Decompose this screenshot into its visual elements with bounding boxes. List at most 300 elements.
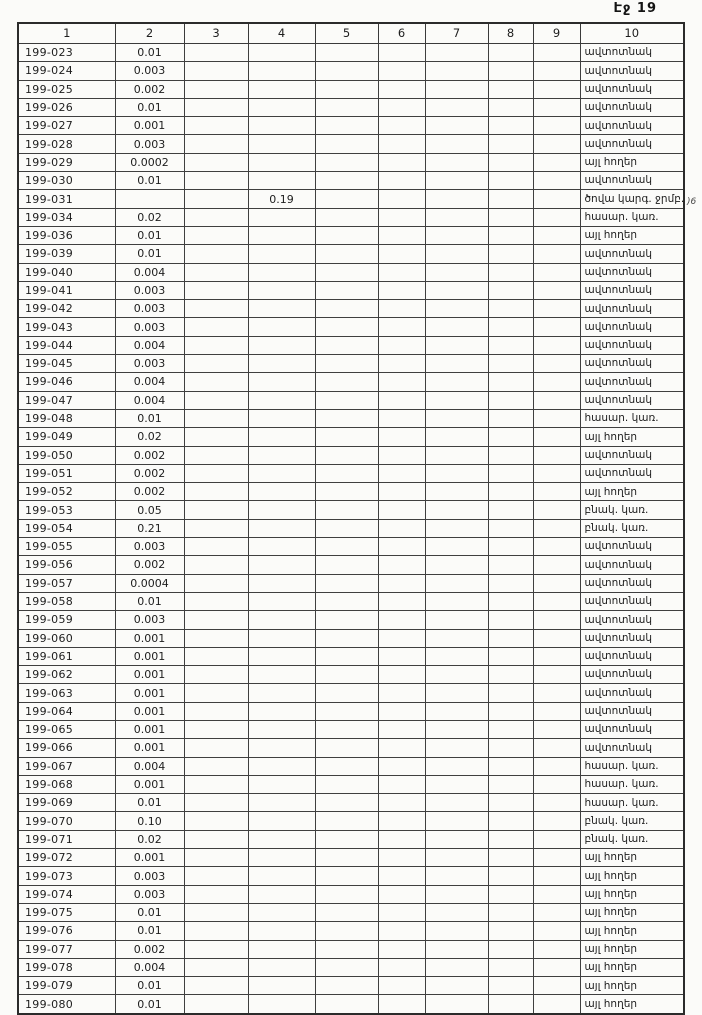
- table-row: [18, 666, 684, 684]
- table-row: [18, 373, 684, 391]
- empty-cell: [488, 592, 533, 610]
- empty-cell: [425, 62, 488, 80]
- area-value-cell: 0.001: [115, 849, 184, 867]
- empty-cell: [184, 849, 248, 867]
- area-value-cell: [248, 391, 315, 409]
- table-row: [18, 483, 684, 501]
- empty-cell: [488, 373, 533, 391]
- empty-cell: [184, 373, 248, 391]
- empty-cell: [425, 812, 488, 830]
- empty-cell: [184, 428, 248, 446]
- empty-cell: [184, 885, 248, 903]
- empty-cell: [315, 44, 378, 62]
- area-value-cell: 0.003: [115, 62, 184, 80]
- parcel-code-cell: 199-040: [18, 263, 115, 281]
- parcel-code-cell: 199-031: [18, 190, 115, 208]
- empty-cell: [533, 428, 580, 446]
- empty-cell: [488, 720, 533, 738]
- empty-cell: [533, 263, 580, 281]
- empty-cell: [533, 903, 580, 921]
- empty-cell: [533, 153, 580, 171]
- empty-cell: [315, 995, 378, 1014]
- empty-cell: [425, 80, 488, 98]
- empty-cell: [425, 574, 488, 592]
- empty-cell: [378, 153, 425, 171]
- empty-cell: [425, 794, 488, 812]
- empty-cell: [184, 556, 248, 574]
- area-value-cell: 0.004: [115, 263, 184, 281]
- land-use-cell: այլ հողեր: [580, 903, 684, 921]
- area-value-cell: [248, 867, 315, 885]
- parcel-code-cell: 199-036: [18, 226, 115, 244]
- empty-cell: [425, 153, 488, 171]
- empty-cell: [315, 739, 378, 757]
- empty-cell: [378, 592, 425, 610]
- empty-cell: [533, 977, 580, 995]
- empty-cell: [425, 281, 488, 299]
- table-row: [18, 885, 684, 903]
- empty-cell: [378, 794, 425, 812]
- empty-cell: [488, 995, 533, 1014]
- empty-cell: [315, 446, 378, 464]
- empty-cell: [184, 647, 248, 665]
- empty-cell: [184, 538, 248, 556]
- table-row: [18, 226, 684, 244]
- table-row: [18, 172, 684, 190]
- empty-cell: [425, 849, 488, 867]
- area-value-cell: [115, 190, 184, 208]
- empty-cell: [378, 538, 425, 556]
- column-header-5: 5: [315, 23, 378, 44]
- area-value-cell: [248, 135, 315, 153]
- empty-cell: [488, 483, 533, 501]
- table-row: [18, 501, 684, 519]
- empty-cell: [378, 135, 425, 153]
- area-value-cell: [248, 428, 315, 446]
- empty-cell: [184, 483, 248, 501]
- empty-cell: [533, 611, 580, 629]
- table-row: [18, 720, 684, 738]
- empty-cell: [378, 208, 425, 226]
- empty-cell: [315, 538, 378, 556]
- empty-cell: [378, 995, 425, 1014]
- table-row: [18, 519, 684, 537]
- parcel-code-cell: 199-024: [18, 62, 115, 80]
- parcel-code-cell: 199-051: [18, 464, 115, 482]
- empty-cell: [315, 812, 378, 830]
- empty-cell: [184, 446, 248, 464]
- empty-cell: [184, 117, 248, 135]
- empty-cell: [378, 757, 425, 775]
- empty-cell: [184, 226, 248, 244]
- land-use-cell: այլ հողեր: [580, 922, 684, 940]
- table-row: [18, 135, 684, 153]
- table-row: [18, 153, 684, 171]
- empty-cell: [378, 336, 425, 354]
- empty-cell: [533, 208, 580, 226]
- area-value-cell: [248, 977, 315, 995]
- table-row: [18, 355, 684, 373]
- empty-cell: [378, 611, 425, 629]
- empty-cell: [425, 720, 488, 738]
- empty-cell: [533, 757, 580, 775]
- empty-cell: [425, 739, 488, 757]
- empty-cell: [533, 80, 580, 98]
- table-row: [18, 757, 684, 775]
- empty-cell: [425, 885, 488, 903]
- area-value-cell: [248, 80, 315, 98]
- land-use-cell: ավտոտնակ: [580, 446, 684, 464]
- parcel-code-cell: 199-057: [18, 574, 115, 592]
- table-row: [18, 62, 684, 80]
- empty-cell: [425, 867, 488, 885]
- area-value-cell: [248, 574, 315, 592]
- empty-cell: [488, 336, 533, 354]
- empty-cell: [425, 190, 488, 208]
- parcel-code-cell: 199-072: [18, 849, 115, 867]
- empty-cell: [378, 464, 425, 482]
- empty-cell: [315, 98, 378, 116]
- empty-cell: [533, 739, 580, 757]
- table-row: [18, 117, 684, 135]
- empty-cell: [488, 629, 533, 647]
- land-use-cell: ավտոտնակ: [580, 117, 684, 135]
- area-value-cell: 0.003: [115, 135, 184, 153]
- empty-cell: [533, 995, 580, 1014]
- empty-cell: [184, 867, 248, 885]
- empty-cell: [425, 135, 488, 153]
- empty-cell: [184, 263, 248, 281]
- area-value-cell: [248, 922, 315, 940]
- empty-cell: [378, 940, 425, 958]
- table-row: [18, 190, 684, 208]
- empty-cell: [425, 44, 488, 62]
- area-value-cell: [248, 995, 315, 1014]
- empty-cell: [378, 922, 425, 940]
- parcel-code-cell: 199-062: [18, 666, 115, 684]
- empty-cell: [378, 355, 425, 373]
- empty-cell: [488, 44, 533, 62]
- area-value-cell: [248, 519, 315, 537]
- empty-cell: [184, 98, 248, 116]
- empty-cell: [184, 775, 248, 793]
- empty-cell: [425, 391, 488, 409]
- area-value-cell: 0.003: [115, 300, 184, 318]
- empty-cell: [488, 190, 533, 208]
- land-use-cell: ավտոտնակ: [580, 666, 684, 684]
- area-value-cell: 0.01: [115, 903, 184, 921]
- empty-cell: [184, 44, 248, 62]
- area-value-cell: 0.21: [115, 519, 184, 537]
- empty-cell: [425, 98, 488, 116]
- table-row: [18, 538, 684, 556]
- page-number-label: Էջ 19: [613, 1, 657, 16]
- empty-cell: [425, 355, 488, 373]
- empty-cell: [184, 519, 248, 537]
- table-row: [18, 903, 684, 921]
- empty-cell: [425, 702, 488, 720]
- empty-cell: [378, 98, 425, 116]
- area-value-cell: [248, 62, 315, 80]
- empty-cell: [378, 977, 425, 995]
- empty-cell: [533, 867, 580, 885]
- empty-cell: [315, 336, 378, 354]
- area-value-cell: [248, 647, 315, 665]
- area-value-cell: [248, 702, 315, 720]
- empty-cell: [315, 556, 378, 574]
- table-row: [18, 208, 684, 226]
- empty-cell: [488, 208, 533, 226]
- column-header-9: 9: [533, 23, 580, 44]
- parcel-code-cell: 199-043: [18, 318, 115, 336]
- empty-cell: [425, 958, 488, 976]
- empty-cell: [533, 501, 580, 519]
- empty-cell: [425, 483, 488, 501]
- empty-cell: [425, 263, 488, 281]
- empty-cell: [315, 355, 378, 373]
- empty-cell: [425, 464, 488, 482]
- land-use-cell: ավտոտնակ: [580, 80, 684, 98]
- empty-cell: [315, 300, 378, 318]
- land-use-cell: այլ հողեր: [580, 958, 684, 976]
- land-use-cell: բնակ. կառ.: [580, 830, 684, 848]
- empty-cell: [533, 409, 580, 427]
- area-value-cell: 0.003: [115, 281, 184, 299]
- land-use-cell: ավտոտնակ: [580, 281, 684, 299]
- area-value-cell: 0.003: [115, 885, 184, 903]
- empty-cell: [488, 958, 533, 976]
- empty-cell: [425, 245, 488, 263]
- empty-cell: [425, 592, 488, 610]
- table-row: [18, 830, 684, 848]
- empty-cell: [315, 226, 378, 244]
- table-row: [18, 684, 684, 702]
- empty-cell: [488, 867, 533, 885]
- land-use-cell: ավտոտնակ: [580, 135, 684, 153]
- area-value-cell: [248, 98, 315, 116]
- empty-cell: [488, 519, 533, 537]
- area-value-cell: 0.003: [115, 867, 184, 885]
- area-value-cell: [248, 501, 315, 519]
- area-value-cell: 0.01: [115, 172, 184, 190]
- area-value-cell: 0.004: [115, 757, 184, 775]
- column-header-3: 3: [184, 23, 248, 44]
- column-header-1: 1: [18, 23, 115, 44]
- empty-cell: [378, 501, 425, 519]
- empty-cell: [425, 556, 488, 574]
- empty-cell: [533, 684, 580, 702]
- area-value-cell: 0.19: [248, 190, 315, 208]
- land-use-cell: ավտոտնակ: [580, 702, 684, 720]
- parcel-code-cell: 199-045: [18, 355, 115, 373]
- area-value-cell: [248, 556, 315, 574]
- empty-cell: [488, 830, 533, 848]
- land-use-cell: ծովա կարգ. ջրմբ.: [580, 190, 684, 208]
- empty-cell: [315, 684, 378, 702]
- area-value-cell: 0.0004: [115, 574, 184, 592]
- empty-cell: [533, 922, 580, 940]
- empty-cell: [533, 245, 580, 263]
- empty-cell: [533, 629, 580, 647]
- empty-cell: [533, 647, 580, 665]
- empty-cell: [378, 574, 425, 592]
- parcel-code-cell: 199-025: [18, 80, 115, 98]
- empty-cell: [533, 190, 580, 208]
- parcel-code-cell: 199-060: [18, 629, 115, 647]
- empty-cell: [425, 629, 488, 647]
- land-use-cell: ավտոտնակ: [580, 647, 684, 665]
- area-value-cell: [248, 629, 315, 647]
- area-value-cell: 0.01: [115, 977, 184, 995]
- area-value-cell: 0.01: [115, 245, 184, 263]
- parcel-code-cell: 199-074: [18, 885, 115, 903]
- area-value-cell: 0.002: [115, 464, 184, 482]
- empty-cell: [533, 483, 580, 501]
- empty-cell: [425, 300, 488, 318]
- parcel-code-cell: 199-029: [18, 153, 115, 171]
- area-value-cell: 0.001: [115, 684, 184, 702]
- empty-cell: [315, 702, 378, 720]
- land-use-cell: ավտոտնակ: [580, 300, 684, 318]
- table-row: [18, 409, 684, 427]
- parcel-code-cell: 199-047: [18, 391, 115, 409]
- empty-cell: [488, 80, 533, 98]
- area-value-cell: 0.01: [115, 794, 184, 812]
- empty-cell: [488, 903, 533, 921]
- area-value-cell: [248, 592, 315, 610]
- empty-cell: [315, 464, 378, 482]
- empty-cell: [378, 190, 425, 208]
- land-use-cell: ավտոտնակ: [580, 538, 684, 556]
- empty-cell: [184, 611, 248, 629]
- area-value-cell: 0.001: [115, 720, 184, 738]
- empty-cell: [315, 666, 378, 684]
- empty-cell: [425, 666, 488, 684]
- empty-cell: [378, 812, 425, 830]
- empty-cell: [425, 611, 488, 629]
- empty-cell: [533, 940, 580, 958]
- empty-cell: [315, 903, 378, 921]
- empty-cell: [488, 263, 533, 281]
- area-value-cell: [248, 684, 315, 702]
- land-use-cell: այլ հողեր: [580, 226, 684, 244]
- empty-cell: [533, 117, 580, 135]
- area-value-cell: [248, 409, 315, 427]
- land-use-cell: հասար. կառ.: [580, 794, 684, 812]
- land-use-cell: բնակ. կառ.: [580, 812, 684, 830]
- area-value-cell: [248, 903, 315, 921]
- empty-cell: [378, 903, 425, 921]
- empty-cell: [378, 300, 425, 318]
- area-value-cell: [248, 958, 315, 976]
- empty-cell: [488, 409, 533, 427]
- empty-cell: [184, 977, 248, 995]
- table-row: [18, 775, 684, 793]
- empty-cell: [184, 720, 248, 738]
- area-value-cell: [248, 885, 315, 903]
- empty-cell: [488, 940, 533, 958]
- empty-cell: [488, 300, 533, 318]
- empty-cell: [533, 98, 580, 116]
- area-value-cell: 0.004: [115, 373, 184, 391]
- parcel-code-cell: 199-067: [18, 757, 115, 775]
- parcel-code-cell: 199-068: [18, 775, 115, 793]
- parcel-code-cell: 199-080: [18, 995, 115, 1014]
- empty-cell: [315, 885, 378, 903]
- empty-cell: [488, 245, 533, 263]
- table-row: [18, 428, 684, 446]
- empty-cell: [488, 922, 533, 940]
- empty-cell: [184, 281, 248, 299]
- empty-cell: [425, 977, 488, 995]
- empty-cell: [378, 647, 425, 665]
- empty-cell: [488, 812, 533, 830]
- area-value-cell: [248, 245, 315, 263]
- empty-cell: [488, 611, 533, 629]
- area-value-cell: 0.05: [115, 501, 184, 519]
- empty-cell: [378, 409, 425, 427]
- land-use-cell: ավտոտնակ: [580, 245, 684, 263]
- empty-cell: [533, 702, 580, 720]
- empty-cell: [184, 940, 248, 958]
- empty-cell: [488, 501, 533, 519]
- empty-cell: [488, 977, 533, 995]
- area-value-cell: [248, 226, 315, 244]
- empty-cell: [425, 684, 488, 702]
- table-row: [18, 849, 684, 867]
- land-use-cell: այլ հողեր: [580, 940, 684, 958]
- land-use-cell: այլ հողեր: [580, 995, 684, 1014]
- empty-cell: [378, 867, 425, 885]
- parcel-code-cell: 199-048: [18, 409, 115, 427]
- parcel-code-cell: 199-030: [18, 172, 115, 190]
- empty-cell: [533, 666, 580, 684]
- empty-cell: [184, 794, 248, 812]
- area-value-cell: [248, 538, 315, 556]
- table-row: [18, 281, 684, 299]
- empty-cell: [488, 446, 533, 464]
- area-value-cell: 0.001: [115, 117, 184, 135]
- empty-cell: [184, 135, 248, 153]
- empty-cell: [315, 62, 378, 80]
- parcel-code-cell: 199-076: [18, 922, 115, 940]
- parcel-table: [17, 22, 685, 1015]
- empty-cell: [378, 720, 425, 738]
- empty-cell: [184, 153, 248, 171]
- empty-cell: [488, 135, 533, 153]
- handwritten-margin-mark: )6: [687, 197, 697, 207]
- empty-cell: [378, 117, 425, 135]
- area-value-cell: 0.003: [115, 355, 184, 373]
- empty-cell: [184, 574, 248, 592]
- parcel-code-cell: 199-046: [18, 373, 115, 391]
- empty-cell: [315, 940, 378, 958]
- empty-cell: [315, 263, 378, 281]
- empty-cell: [184, 190, 248, 208]
- empty-cell: [533, 574, 580, 592]
- empty-cell: [488, 666, 533, 684]
- column-header-10: 10: [580, 23, 684, 44]
- area-value-cell: [248, 940, 315, 958]
- land-use-cell: ավտոտնակ: [580, 373, 684, 391]
- empty-cell: [378, 62, 425, 80]
- land-use-cell: ավտոտնակ: [580, 739, 684, 757]
- empty-cell: [378, 830, 425, 848]
- empty-cell: [378, 263, 425, 281]
- empty-cell: [184, 245, 248, 263]
- parcel-code-cell: 199-064: [18, 702, 115, 720]
- empty-cell: [378, 80, 425, 98]
